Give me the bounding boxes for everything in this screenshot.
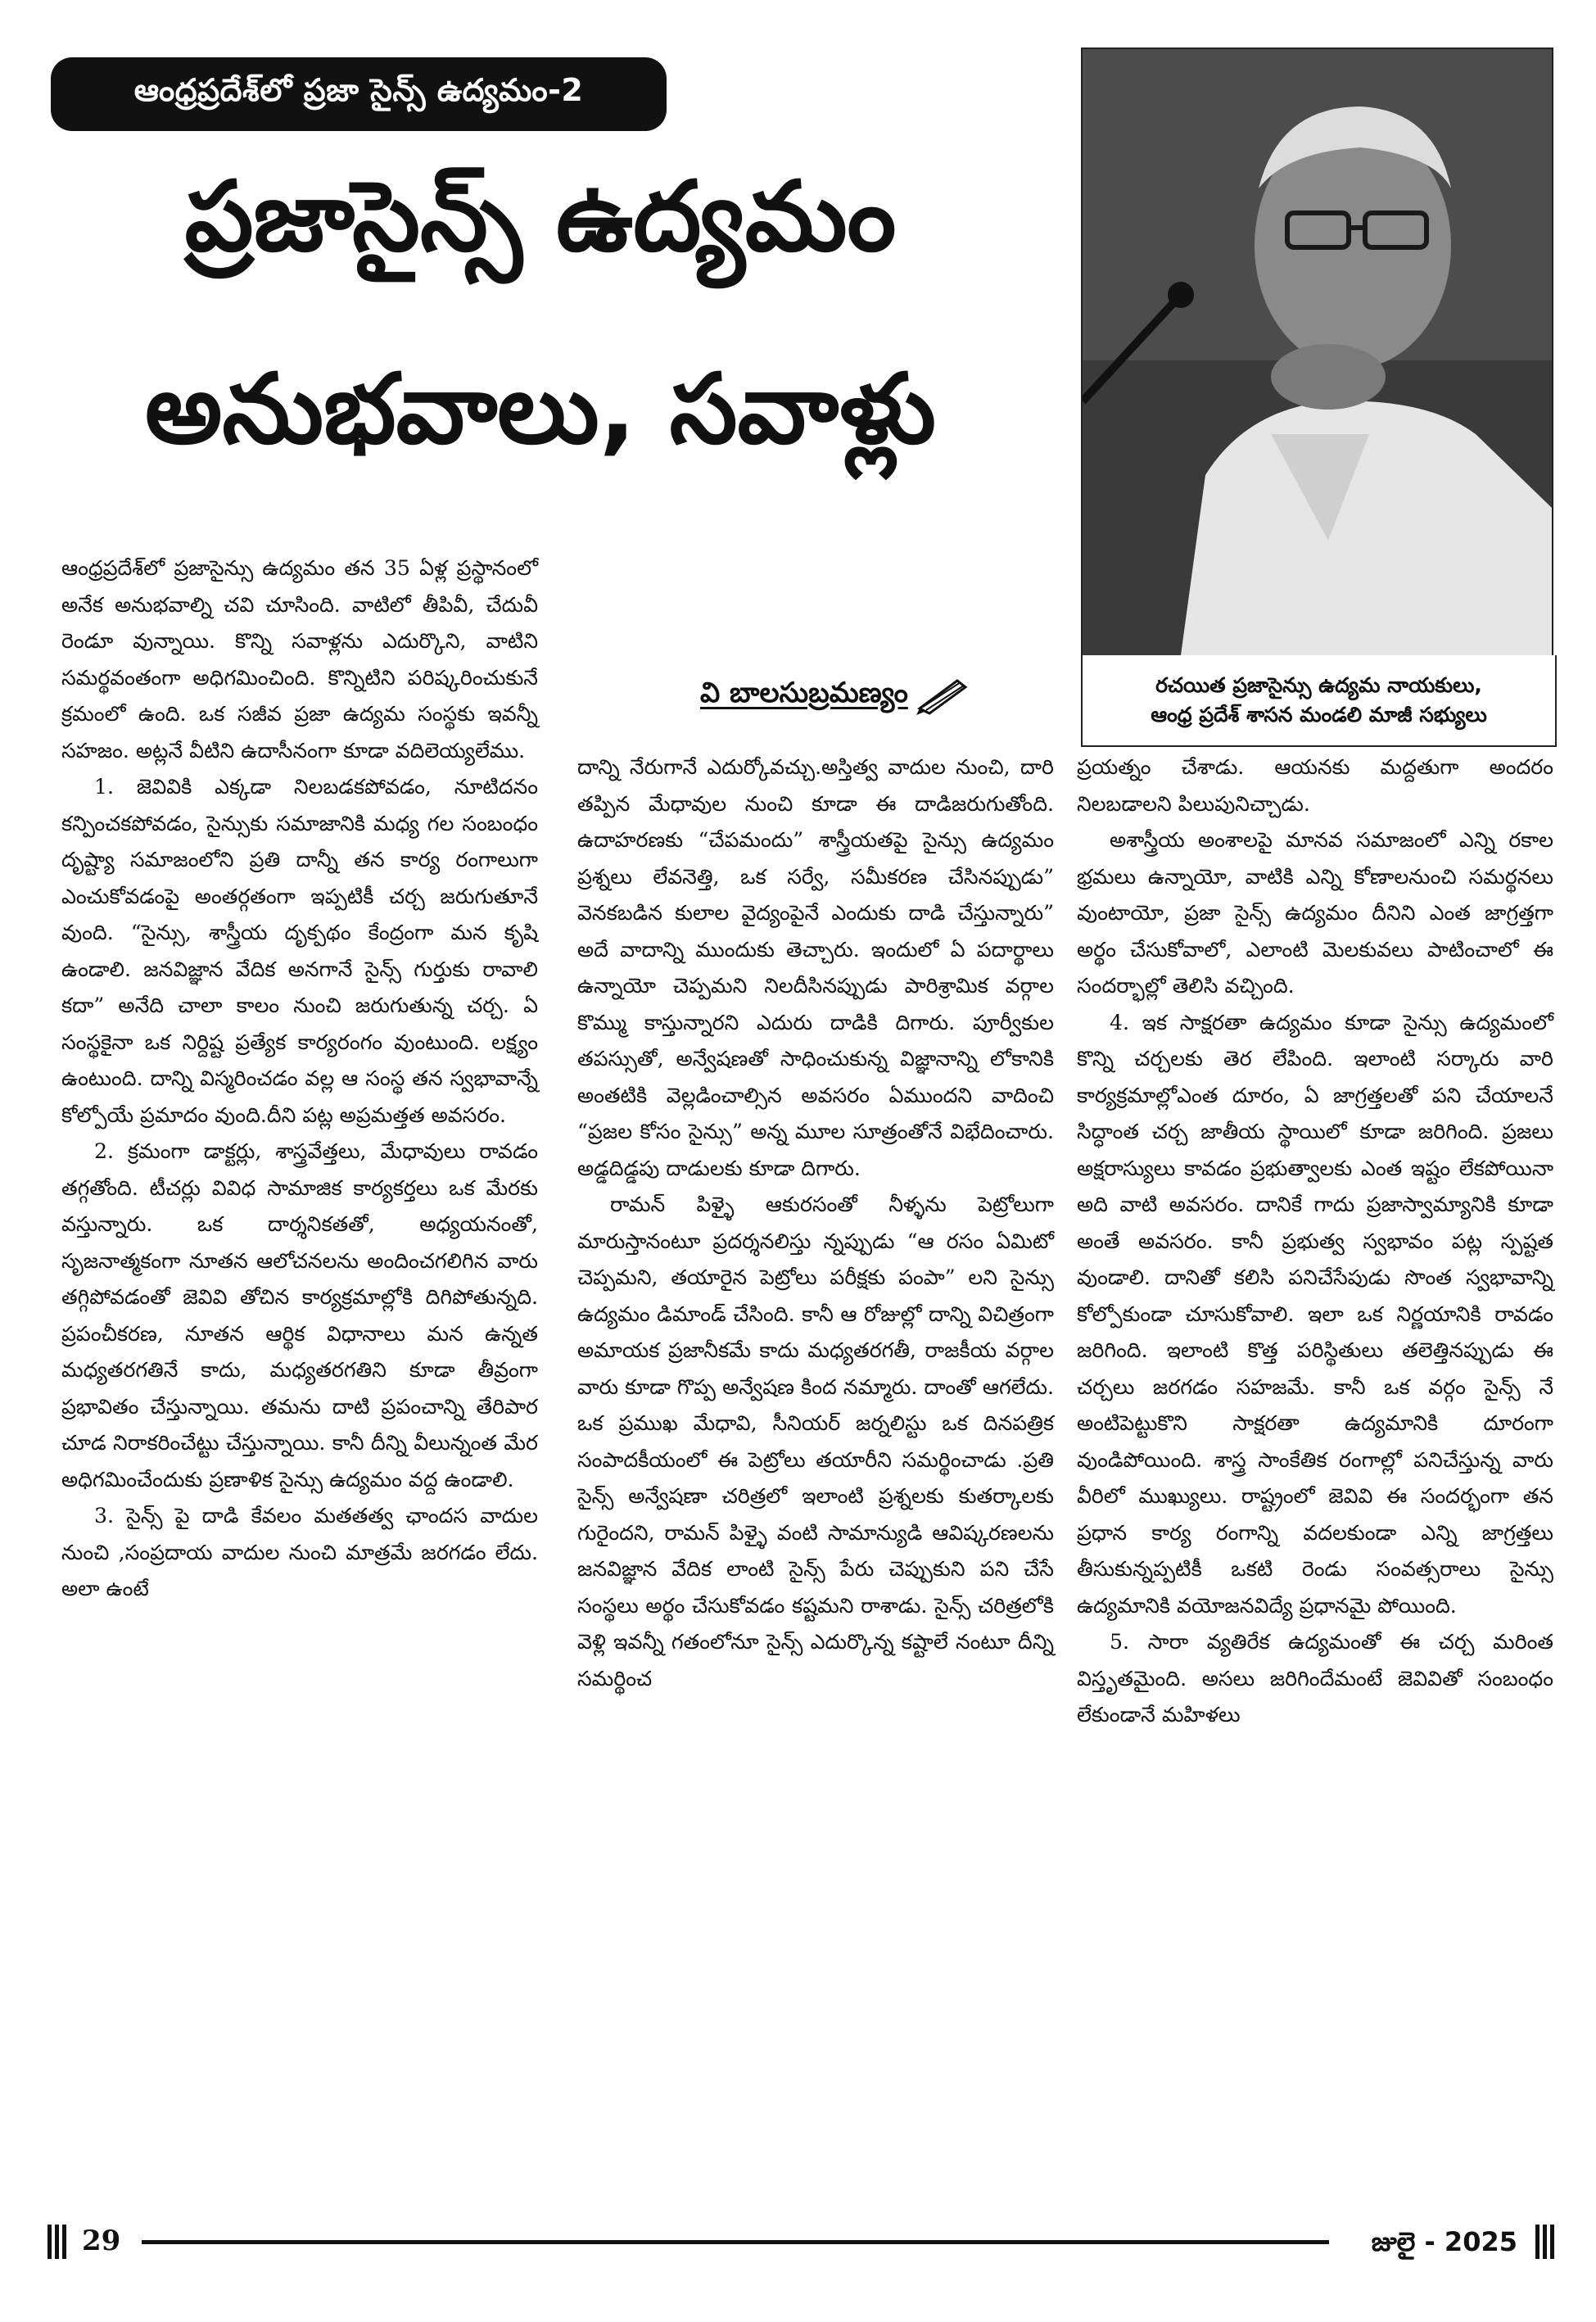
- paragraph: దాన్ని నేరుగానే ఎదుర్కోవచ్చు.అస్తిత్వ వాదుల నుంచి, దారి తప్పిన మేధావుల నుంచి కూడా ఈ దాడిజరుగుతోంది. ఉదాహరణకు “చేపమందు” శాస్త్రీయతపై సైన్సు ఉద్యమం ప్రశ్నలు లేవనెత్తి, ఒక సర్వే, సమీకరణ చేసినప్పుడు” వెనకబడిన కులాల వైద్యంపైనే ఎందుకు దాడి చేస్తున్నారు” అదే వాదాన్ని ముందుకు తెచ్చారు. ఇందులో ఏ పదార్థాలు ఉన్నాయో చెప్పమని నిలదీసినప్పుడు పారిశ్రామిక వర్గాల కొమ్ము కాస్తున్నారని ఎదురు దాడికి దిగారు. పూర్వీకుల తపస్సుతో, అన్వేషణతో సాధించుకున్న విజ్ఞానాన్ని లోకానికి అంతటికి వెల్లడించాల్సిన అవసరం ఏముందని వాదించి “ప్రజల కోసం సైన్సు” అన్న మూల సూత్రంతోనే విభేదించారు. అడ్డదిడ్డపు దాడులకు కూడా దిగారు.: [577, 755, 1054, 1180]
- page-footer: [47, 2225, 1554, 2261]
- paragraph: అశాస్త్రీయ అంశాలపై మానవ సమాజంలో ఎన్ని రకాల భ్రమలు ఉన్నాయో, వాటికి ఎన్ని కోణాలనుంచి సమర్థనలు వుంటాయో, ప్రజా సైన్స్ ఉద్యమం దీనిని ఎంత జాగ్రత్తగా అర్థం చేసుకోవాలో, ఎలాంటి మెలకువలు పాటించాలో ఈ సందర్భాల్లో తెలిసి వచ్చింది.: [1077, 828, 1553, 998]
- series-tag: ఆంధ్రప్రదేశ్‌లో ప్రజా సైన్స్ ఉద్యమం-2: [51, 57, 667, 131]
- paragraph: రామన్ పిళ్ళై ఆకురసంతో నీళ్ళను పెట్రోలుగా మారుస్తానంటూ ప్రదర్శనలిస్తు న్నప్పుడు “ఆ రసం ఏమిటో చెప్పమని, తయారైన పెట్రోలు పరీక్షకు పంపా” లని సైన్సు ఉద్యమం డిమాండ్ చేసింది. కానీ ఆ రోజుల్లో దాన్ని విచిత్రంగా అమాయక ప్రజానీకమే కాదు మధ్యతరగతీ, రాజకీయ వర్గాల వారు కూడా గొప్ప అన్వేషణ కింద నమ్మారు. దాంతో ఆగలేదు. ఒక ప్రముఖ మేధావి, సీనియర్ జర్నలిస్టు ఒక దినపత్రిక సంపాదకీయంలో ఈ పెట్రోలు తయారీని సమర్థించాడు .ప్రతి సైన్స్ అన్వేషణా చరిత్రలో ఇలాంటి ప్రశ్నలకు కుతర్కాలకు గురైందని, రామన్ పిళ్ళై వంటి సామాన్యుడి ఆవిష్కరణలను జనవిజ్ఞాన వేదిక లాంటి సైన్స్ పేరు చెప్పుకుని పని చేసే సంస్థలు అర్థం చేసుకోవడం కష్టమని రాశాడు. సైన్స్ చరిత్రలోకి వెళ్లి ఇవన్నీ గతంలోనూ సైన్స్ ఎదుర్కొన్న కష్టాలే నంటూ దీన్ని సమర్థించ: [577, 1193, 1054, 1691]
- paragraph: 4. ఇక సాక్షరతా ఉద్యమం కూడా సైన్సు ఉద్యమంలో కొన్ని చర్చలకు తెర లేపింది. ఇలాంటి సర్కారు వారి కార్యక్రమాల్లోఎంత దూరం, ఏ జాగ్రత్తలతో పని చేయాలనే సిద్ధాంత చర్చ జాతీయ స్థాయిలో కూడా జరిగింది. ప్రజలు అక్షరాస్యులు కావడం ప్రభుత్వాలకు ఎంత ఇష్టం లేకపోయినా అది వాటి అవసరం. దానికే గాదు ప్రజాస్వామ్యానికి కూడా అంతే అవసరం. కానీ ప్రభుత్వ స్వభావం పట్ల స్పష్టత వుండాలి. దానితో కలిసి పనిచేసేపుడు సొంత స్వభావాన్ని కోల్పోకుండా చూసుకోవాలి. ఇలా ఒక నిర్ణయానికి రావడం జరిగింది. ఇలాంటి కొత్త పరిస్థితులు తలెత్తినప్పుడు ఈ చర్చలు జరగడం సహజమే. కానీ ఒక వర్గం సైన్స్ నే అంటిపెట్టుకొని సాక్షరతా ఉద్యమానికి దూరంగా వుండిపోయింది. శాస్త్ర సాంకేతిక రంగాల్లో పనిచేస్తున్న వారు వీరిలో ముఖ్యులు. రాష్ట్రంలో జెవివి ఈ సందర్భంగా తన ప్రధాన కార్య రంగాన్ని వదలకుండా ఎన్ని జాగ్రత్తలు తీసుకున్నప్పటికీ ఒకటి రెండు సంవత్సరాలు సైన్సు ఉద్యమానికి వయోజనవిద్యే ప్రధానమై పోయింది.: [1077, 1010, 1553, 1618]
- paragraph: 2. క్రమంగా డాక్టర్లు, శాస్త్రవేత్తలు, మేధావులు రావడం తగ్గతోంది. టీచర్లు వివిధ సామాజిక కార్యకర్తలు ఒక మేరకు వస్తున్నారు. ఒక దార్శనికతతో, అధ్యయనంతో, సృజనాత్మకంగా నూతన ఆలోచనలను అందించగలిగిన వారు తగ్గిపోవడంతో జెవివి తోచిన కార్యక్రమాల్లోకి దిగిపోతున్నది. ప్రపంచీకరణ, నూతన ఆర్థిక విధానాలు మన ఉన్నత మధ్యతరగతినే కాదు, మధ్యతరగతిని కూడా తీవ్రంగా ప్రభావితం చేస్తున్నాయి. తమను దాటి ప్రపంచాన్ని తేరిపార చూడ నిరాకరించేట్టు చేస్తున్నాయి. కానీ దీన్ని వీలున్నంత మేర అధిగమించేందుకు ప్రణాళిక సైన్సు ఉద్యమం వద్ద ఉండాలి.: [61, 1139, 538, 1491]
- headline-line-2: అనుభవాలు, సవాళ్లు: [145, 352, 936, 465]
- footer-bars-right: [1535, 2225, 1554, 2259]
- page-number: 29: [82, 2225, 121, 2257]
- pen-icon: [915, 676, 972, 717]
- paragraph: 1. జెవివికి ఎక్కడా నిలబడకపోవడం, నూటిదనం కన్పించకపోవడం, సైన్సుకు సమాజానికి మధ్య గల సంబంధం దృష్ట్యా సమాజంలోని ప్రతి దాన్నీ తన కార్య రంగాలుగా ఎంచుకోవడంపై అంతర్గతంగా ఇప్పటికీ చర్చ జరుగుతూనే వుంది. “సైన్సు, శాస్త్రీయ దృక్పథం కేంద్రంగా మన కృషి ఉండాలి. జనవిజ్ఞాన వేదిక అనగానే సైన్స్ గుర్తుకు రావాలి కదా” అనేది చాలా కాలం నుంచి జరుగుతున్న చర్చ. ఏ సంస్థకైనా ఒక నిర్దిష్ట ప్రత్యేక కార్యరంగం వుంటుంది. లక్ష్యం ఉంటుంది. దాన్ని విస్మరించడం వల్ల ఆ సంస్థ తన స్వభావాన్నే కోల్పోయే ప్రమాదం వుంది.దీని పట్ల అప్రమత్తత అవసరం.: [61, 775, 538, 1127]
- paragraph: ప్రయత్నం చేశాడు. ఆయనకు మద్దతుగా అందరం నిలబడాలని పిలుపునిచ్చాడు.: [1077, 755, 1553, 816]
- headline-line-1: ప్రజాసైన్స్ ఉద్యమం: [184, 160, 897, 273]
- caption-line-2: ఆంధ్ర ప్రదేశ్ శాసన మండలి మాజీ సభ్యులు: [1151, 703, 1487, 726]
- article-column-1: [61, 550, 538, 1608]
- author-photo: [1081, 48, 1553, 657]
- issue-date: జులై - 2025: [1371, 2226, 1517, 2257]
- footer-rule: [142, 2240, 1329, 2244]
- article-column-3: [1077, 749, 1553, 1734]
- article-column-2: [577, 749, 1054, 1697]
- byline: [700, 672, 1060, 721]
- paragraph: 5. సారా వ్యతిరేక ఉద్యమంతో ఈ చర్చ మరింత విస్తృతమైంది. అసలు జరిగిందేమంటే జెవివితో సంబంధం లేకుండానే మహిళలు: [1077, 1630, 1553, 1727]
- paragraph: 3. సైన్స్ పై దాడి కేవలం మతతత్వ ఛాందస వాదుల నుంచి ,సంప్రదాయ వాదుల నుంచి మాత్రమే జరగడం లేదు. అలా ఉంటే: [61, 1504, 538, 1600]
- photo-caption: [1081, 655, 1557, 747]
- author-name: వి బాలసుబ్రమణ్యం: [700, 677, 908, 709]
- paragraph: ఆంధ్రప్రదేశ్‌లో ప్రజాసైన్సు ఉద్యమం తన 35 ఏళ్ల ప్రస్థానంలో అనేక అనుభవాల్ని చవి చూసింది. వాటిలో తీపివీ, చేదువీ రెండూ వున్నాయి. కొన్ని సవాళ్లను ఎదుర్కొని, వాటిని సమర్థవంతంగా అధిగమించింది. కొన్నిటిని పరిష్కరించుకునే క్రమంలో ఉంది. ఒక సజీవ ప్రజా ఉద్యమ సంస్థకు ఇవన్నీ సహజం. అట్లనే వీటిని ఉదాసీనంగా కూడా వదిలెయ్యలేము.: [61, 556, 538, 763]
- author-portrait-illustration: [1083, 49, 1552, 655]
- footer-bars-left: [47, 2225, 66, 2259]
- caption-line-1: రచయిత ప్రజాసైన్సు ఉద్యమ నాయకులు,: [1155, 672, 1482, 697]
